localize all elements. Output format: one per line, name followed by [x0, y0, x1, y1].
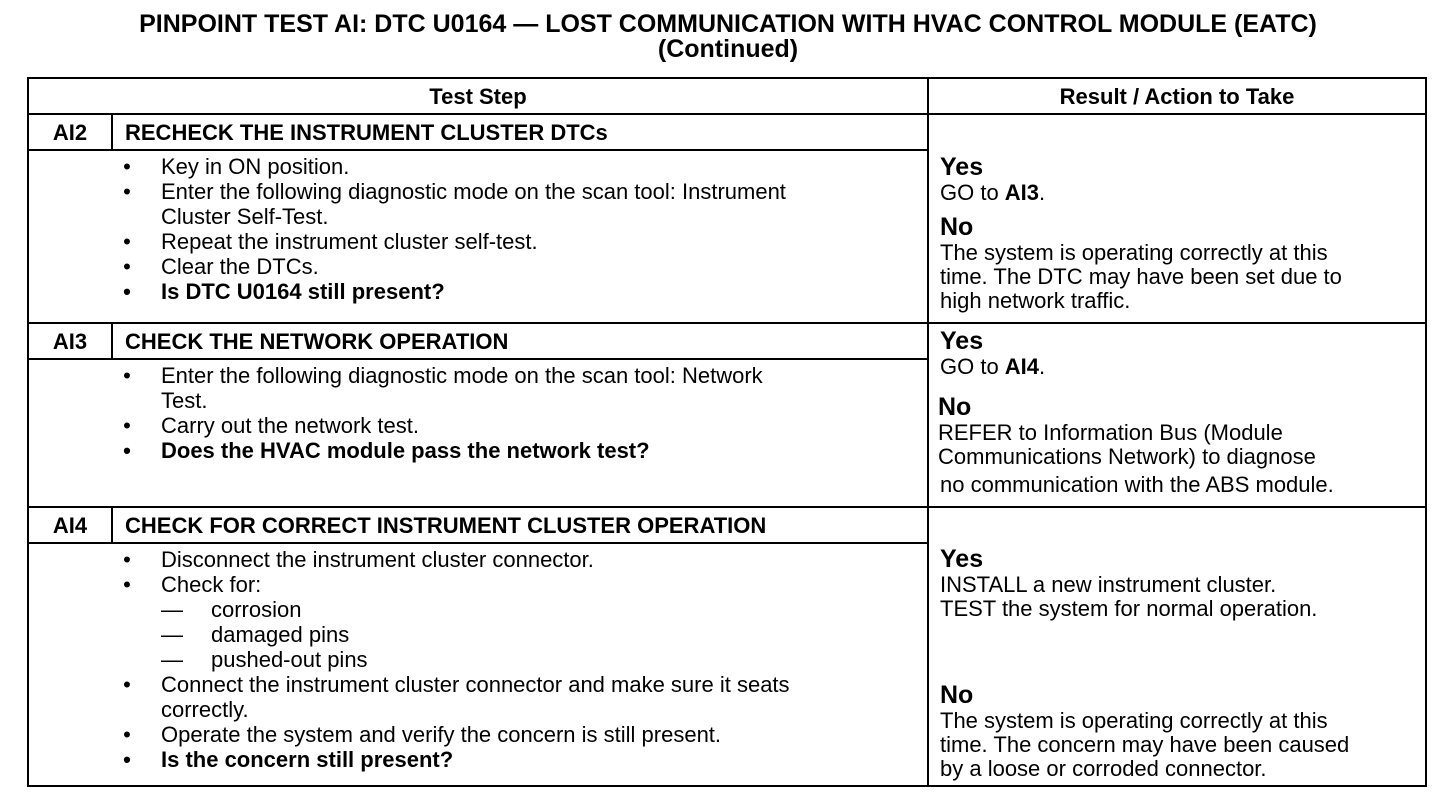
step-title-ai4: CHECK FOR CORRECT INSTRUMENT CLUSTER OPERATION [125, 513, 767, 538]
yes-action: GO to AI4. [940, 354, 1046, 379]
list-item-question: • Is DTC U0164 still present? [123, 279, 445, 304]
step-instructions-ai3 [117, 363, 917, 463]
step-title-ai2: RECHECK THE INSTRUMENT CLUSTER DTCs [125, 120, 608, 145]
list-item: Test. [161, 388, 208, 413]
result-ai4-no [940, 681, 1420, 781]
no-action-line: Communications Network) to diagnose [938, 444, 1316, 469]
no-action-line: time. The DTC may have been set due to [940, 264, 1342, 289]
list-item: • Repeat the instrument cluster self-test. [123, 229, 538, 254]
result-ai4-yes [940, 545, 1420, 621]
list-item: • Enter the following diagnostic mode on the scan tool: Network [123, 363, 763, 388]
list-subitem: — pushed-out pins [161, 647, 368, 672]
page-title [0, 12, 1456, 62]
list-item: • Key in ON position. [123, 154, 350, 179]
step-id-ai3: AI3 [52, 329, 88, 354]
header-result: Result / Action to Take [1059, 84, 1295, 109]
yes-action-line: TEST the system for normal operation. [940, 596, 1318, 621]
yes-label: Yes [940, 545, 984, 573]
list-subitem: — damaged pins [161, 622, 350, 647]
title-line-1: PINPOINT TEST AI: DTC U0164 — LOST COMMUNICATION WITH HVAC CONTROL MODULE (EATC) [139, 10, 1317, 38]
step-title-underline [29, 542, 927, 544]
list-item: Cluster Self-Test. [161, 204, 329, 229]
pinpoint-test-table [27, 77, 1427, 787]
list-item: • Check for: [123, 572, 262, 597]
step-id-ai2: AI2 [52, 120, 88, 145]
list-subitem: — corrosion [161, 597, 302, 622]
no-action-line: The system is operating correctly at this [940, 240, 1328, 265]
step-instructions-ai4 [117, 547, 917, 772]
list-item: • Operate the system and verify the concern is still present. [123, 722, 722, 747]
no-action-line: REFER to Information Bus (Module [938, 420, 1283, 445]
step-id-ai4: AI4 [52, 513, 88, 538]
no-action-line: time. The concern may have been caused [940, 732, 1350, 757]
no-label: No [940, 213, 974, 241]
list-item-question: • Does the HVAC module pass the network test? [123, 438, 650, 463]
step-title-underline [29, 358, 927, 360]
step-title-ai3: CHECK THE NETWORK OPERATION [125, 329, 509, 354]
list-item-question: • Is the concern still present? [123, 747, 454, 772]
no-label: No [938, 393, 972, 421]
step-title-underline [29, 149, 927, 151]
result-ai2 [940, 153, 1420, 313]
column-divider [927, 79, 929, 785]
header-test-step: Test Step [429, 84, 527, 109]
step-id-divider [111, 324, 113, 359]
list-item: correctly. [161, 697, 249, 722]
yes-label: Yes [940, 153, 984, 181]
yes-action: GO to AI3. [940, 180, 1046, 205]
list-item: • Disconnect the instrument cluster connector. [123, 547, 594, 572]
yes-label: Yes [940, 327, 984, 355]
list-item: • Enter the following diagnostic mode on the scan tool: Instrument [123, 179, 786, 204]
no-label: No [940, 681, 974, 709]
list-item: • Carry out the network test. [123, 413, 419, 438]
result-ai3 [940, 327, 1420, 497]
list-item: • Clear the DTCs. [123, 254, 319, 279]
no-action-line: high network traffic. [940, 288, 1131, 313]
step-instructions-ai2 [117, 154, 917, 304]
step-id-divider [111, 508, 113, 543]
no-action-line: The system is operating correctly at this [940, 708, 1328, 733]
no-action-line: no communication with the ABS module. [940, 472, 1334, 497]
no-action-line: by a loose or corroded connector. [940, 756, 1267, 781]
step-id-divider [111, 115, 113, 150]
yes-action-line: INSTALL a new instrument cluster. [940, 572, 1277, 597]
title-line-2: (Continued) [657, 35, 799, 63]
list-item: • Connect the instrument cluster connector and make sure it seats [123, 672, 790, 697]
